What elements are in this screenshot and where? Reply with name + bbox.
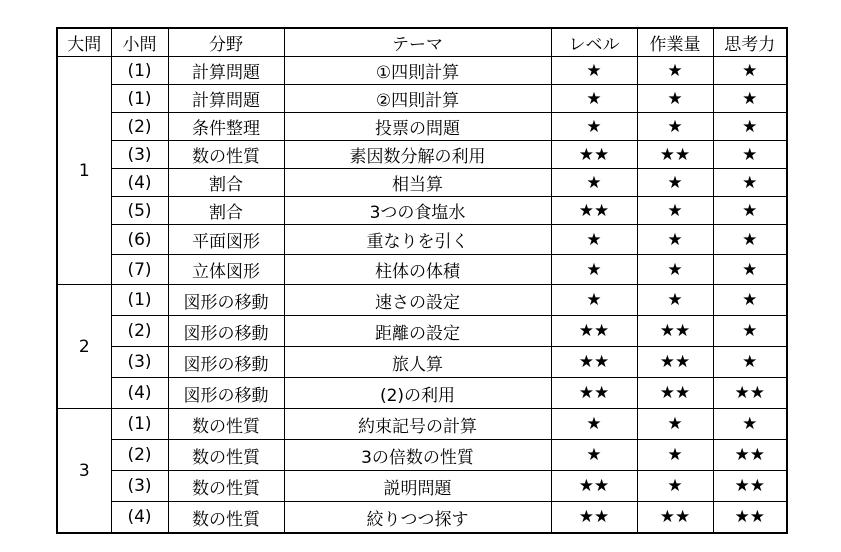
thinking-stars: ★ [713, 169, 787, 197]
table-row [57, 141, 787, 169]
table-row [57, 225, 787, 255]
level-stars: ★ [551, 255, 637, 285]
field-cell: 計算問題 [168, 85, 284, 113]
workload-stars: ★ [637, 57, 713, 85]
level-stars: ★ [551, 285, 637, 316]
field-cell: 図形の移動 [168, 378, 284, 409]
theme-cell: 相当算 [284, 169, 551, 197]
level-stars: ★★ [551, 141, 637, 169]
workload-stars: ★ [637, 225, 713, 255]
thinking-stars: ★ [713, 347, 787, 378]
workload-stars: ★ [637, 197, 713, 225]
table-row [57, 255, 787, 285]
thinking-stars: ★ [713, 316, 787, 347]
theme-cell: 説明問題 [284, 471, 551, 502]
field-cell: 数の性質 [168, 440, 284, 471]
table-row [57, 471, 787, 502]
header-level: レベル [551, 28, 637, 57]
workload-stars: ★★ [637, 347, 713, 378]
theme-cell: 3の倍数の性質 [284, 440, 551, 471]
theme-cell: 絞りつつ探す [284, 502, 551, 534]
big-question-number: 3 [57, 409, 111, 534]
small-question-number: (4) [111, 378, 168, 409]
level-stars: ★ [551, 440, 637, 471]
thinking-stars: ★ [713, 225, 787, 255]
thinking-stars: ★★ [713, 502, 787, 534]
small-question-number: (4) [111, 169, 168, 197]
level-stars: ★★ [551, 197, 637, 225]
thinking-stars: ★★ [713, 471, 787, 502]
table-body [57, 57, 787, 534]
small-question-number: (7) [111, 255, 168, 285]
big-question-number: 2 [57, 285, 111, 409]
workload-stars: ★ [637, 285, 713, 316]
small-question-number: (3) [111, 347, 168, 378]
level-stars: ★ [551, 113, 637, 141]
small-question-number: (2) [111, 440, 168, 471]
level-stars: ★ [551, 225, 637, 255]
thinking-stars: ★ [713, 255, 787, 285]
table-row [57, 85, 787, 113]
thinking-stars: ★ [713, 409, 787, 440]
workload-stars: ★ [637, 85, 713, 113]
field-cell: 平面図形 [168, 225, 284, 255]
small-question-number: (5) [111, 197, 168, 225]
thinking-stars: ★ [713, 57, 787, 85]
field-cell: 数の性質 [168, 141, 284, 169]
workload-stars: ★★ [637, 502, 713, 534]
small-question-number: (2) [111, 316, 168, 347]
field-cell: 計算問題 [168, 57, 284, 85]
header-small-question: 小問 [111, 28, 168, 57]
table-row [57, 316, 787, 347]
level-stars: ★ [551, 57, 637, 85]
table-row [57, 440, 787, 471]
workload-stars: ★ [637, 409, 713, 440]
thinking-stars: ★ [713, 85, 787, 113]
small-question-number: (1) [111, 285, 168, 316]
field-cell: 条件整理 [168, 113, 284, 141]
header-workload: 作業量 [637, 28, 713, 57]
theme-cell: 旅人算 [284, 347, 551, 378]
field-cell: 図形の移動 [168, 285, 284, 316]
theme-cell: ①四則計算 [284, 57, 551, 85]
field-cell: 割合 [168, 197, 284, 225]
level-stars: ★★ [551, 502, 637, 534]
header-row [57, 28, 787, 57]
workload-stars: ★ [637, 471, 713, 502]
workload-stars: ★ [637, 255, 713, 285]
level-stars: ★★ [551, 316, 637, 347]
table-row [57, 169, 787, 197]
thinking-stars: ★ [713, 113, 787, 141]
thinking-stars: ★★ [713, 378, 787, 409]
table-row [57, 57, 787, 85]
field-cell: 数の性質 [168, 471, 284, 502]
theme-cell: 重なりを引く [284, 225, 551, 255]
header-thinking: 思考力 [713, 28, 787, 57]
table-row [57, 378, 787, 409]
thinking-stars: ★ [713, 141, 787, 169]
workload-stars: ★★ [637, 378, 713, 409]
thinking-stars: ★★ [713, 440, 787, 471]
table-row [57, 502, 787, 534]
small-question-number: (1) [111, 57, 168, 85]
theme-cell: 柱体の体積 [284, 255, 551, 285]
field-cell: 割合 [168, 169, 284, 197]
theme-cell: 距離の設定 [284, 316, 551, 347]
workload-stars: ★★ [637, 141, 713, 169]
small-question-number: (6) [111, 225, 168, 255]
level-stars: ★★ [551, 347, 637, 378]
theme-cell: 素因数分解の利用 [284, 141, 551, 169]
small-question-number: (1) [111, 85, 168, 113]
level-stars: ★★ [551, 471, 637, 502]
header-theme: テーマ [284, 28, 551, 57]
table-row [57, 285, 787, 316]
field-cell: 数の性質 [168, 502, 284, 534]
theme-cell: (2)の利用 [284, 378, 551, 409]
small-question-number: (4) [111, 502, 168, 534]
theme-cell: 3つの食塩水 [284, 197, 551, 225]
table-row [57, 347, 787, 378]
theme-cell: 投票の問題 [284, 113, 551, 141]
workload-stars: ★ [637, 169, 713, 197]
level-stars: ★ [551, 169, 637, 197]
small-question-number: (2) [111, 113, 168, 141]
workload-stars: ★ [637, 113, 713, 141]
theme-cell: ②四則計算 [284, 85, 551, 113]
problem-analysis-table [56, 27, 788, 534]
thinking-stars: ★ [713, 197, 787, 225]
small-question-number: (3) [111, 471, 168, 502]
table-row [57, 409, 787, 440]
level-stars: ★ [551, 409, 637, 440]
field-cell: 図形の移動 [168, 316, 284, 347]
small-question-number: (1) [111, 409, 168, 440]
field-cell: 図形の移動 [168, 347, 284, 378]
header-big-question: 大問 [57, 28, 111, 57]
table-row [57, 113, 787, 141]
theme-cell: 約束記号の計算 [284, 409, 551, 440]
field-cell: 数の性質 [168, 409, 284, 440]
field-cell: 立体図形 [168, 255, 284, 285]
big-question-number: 1 [57, 57, 111, 285]
small-question-number: (3) [111, 141, 168, 169]
theme-cell: 速さの設定 [284, 285, 551, 316]
thinking-stars: ★ [713, 285, 787, 316]
table-row [57, 197, 787, 225]
header-field: 分野 [168, 28, 284, 57]
workload-stars: ★★ [637, 316, 713, 347]
level-stars: ★★ [551, 378, 637, 409]
workload-stars: ★ [637, 440, 713, 471]
level-stars: ★ [551, 85, 637, 113]
